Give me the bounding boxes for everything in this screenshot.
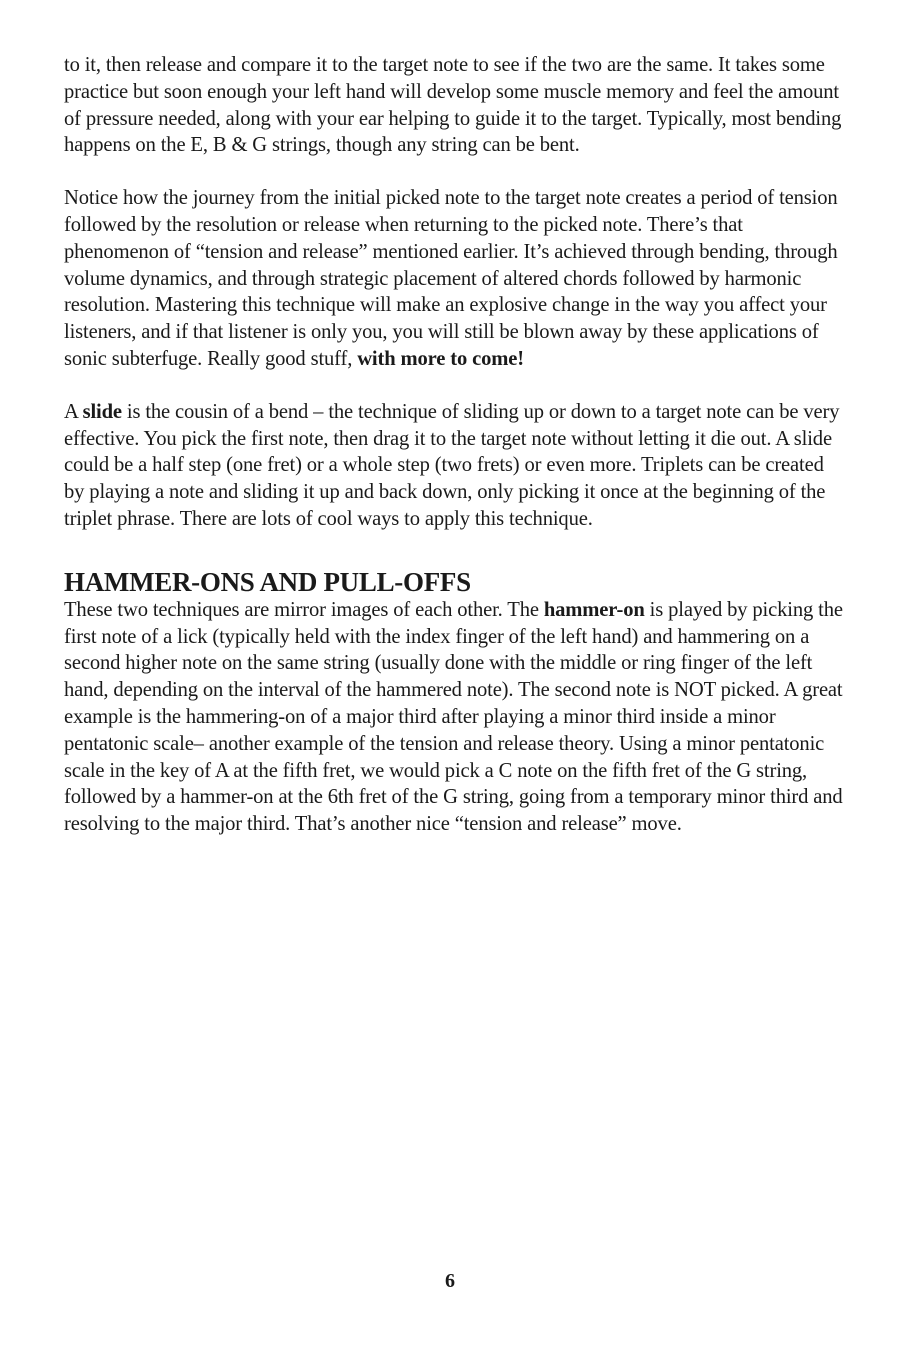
paragraph-text: to it, then release and compare it to the target note to see if the two are the same. It takes some practice but soon enough your left hand will develop some muscle memory and feel the amount of pressure needed, along with your ear helping to guide it to the target. Typically, most bending happens on the E, B & G strings, though any string can be bent. — [64, 54, 842, 157]
emphasis-text: with more to come! — [357, 347, 524, 370]
term-hammer-on: hammer-on — [543, 598, 645, 621]
paragraph-slide — [64, 399, 844, 533]
paragraph-bending-practice — [64, 52, 844, 159]
section-heading: HAMMER-ONS AND PULL-OFFS — [64, 566, 471, 597]
page-body — [64, 52, 844, 864]
paragraph-text: These two techniques are mirror images of each other. The — [64, 598, 544, 621]
paragraph-text: A — [64, 400, 83, 423]
paragraph-hammer-ons — [64, 597, 844, 838]
paragraph-text: is the cousin of a bend – the technique of sliding up or down to a target note can be very effective. You pick the first note, then drag it to the target note without letting it die out. A slide could be a half step (one fret) or a whole step (two frets) or even more. Triplets can be created by playing a note and sliding it up and back down, only picking it once at the beginning of the triplet phrase. There are lots of cool ways to apply this technique. — [64, 400, 840, 530]
paragraph-tension-release — [64, 185, 844, 373]
paragraph-text: is played by picking the first note of a lick (typically held with the index finger of the left hand) and hammering on a second higher note on the same string (usually done with the middle or ring finger of the left hand, depending on the interval of the hammered note). The second note is NOT picked. A great example is the hammering-on of a major third after playing a minor third inside a minor pentatonic scale– another example of the tension and release theory. Using a minor pentatonic scale in the key of A at the fifth fret, we would pick a C note on the fifth fret of the G string, followed by a hammer-on at the 6th fret of the G string, going from a temporary minor third and resolving to the major third. That’s another nice “tension and release” move. — [64, 598, 843, 836]
term-slide: slide — [82, 400, 122, 423]
paragraph-text: Notice how the journey from the initial picked note to the target note creates a period of tension followed by the resolution or release when returning to the picked note. There’s that phenomenon of “tension and release” mentioned earlier. It’s achieved through bending, through volume dynamics, and through strategic placement of altered chords followed by harmonic resolution. Mastering this technique will make an explosive change in the way you affect your listeners, and if that listener is only you, you will still be blown away by these applications of sonic subterfuge. Really good stuff, — [64, 187, 838, 370]
page-number: 6 — [445, 1270, 455, 1292]
